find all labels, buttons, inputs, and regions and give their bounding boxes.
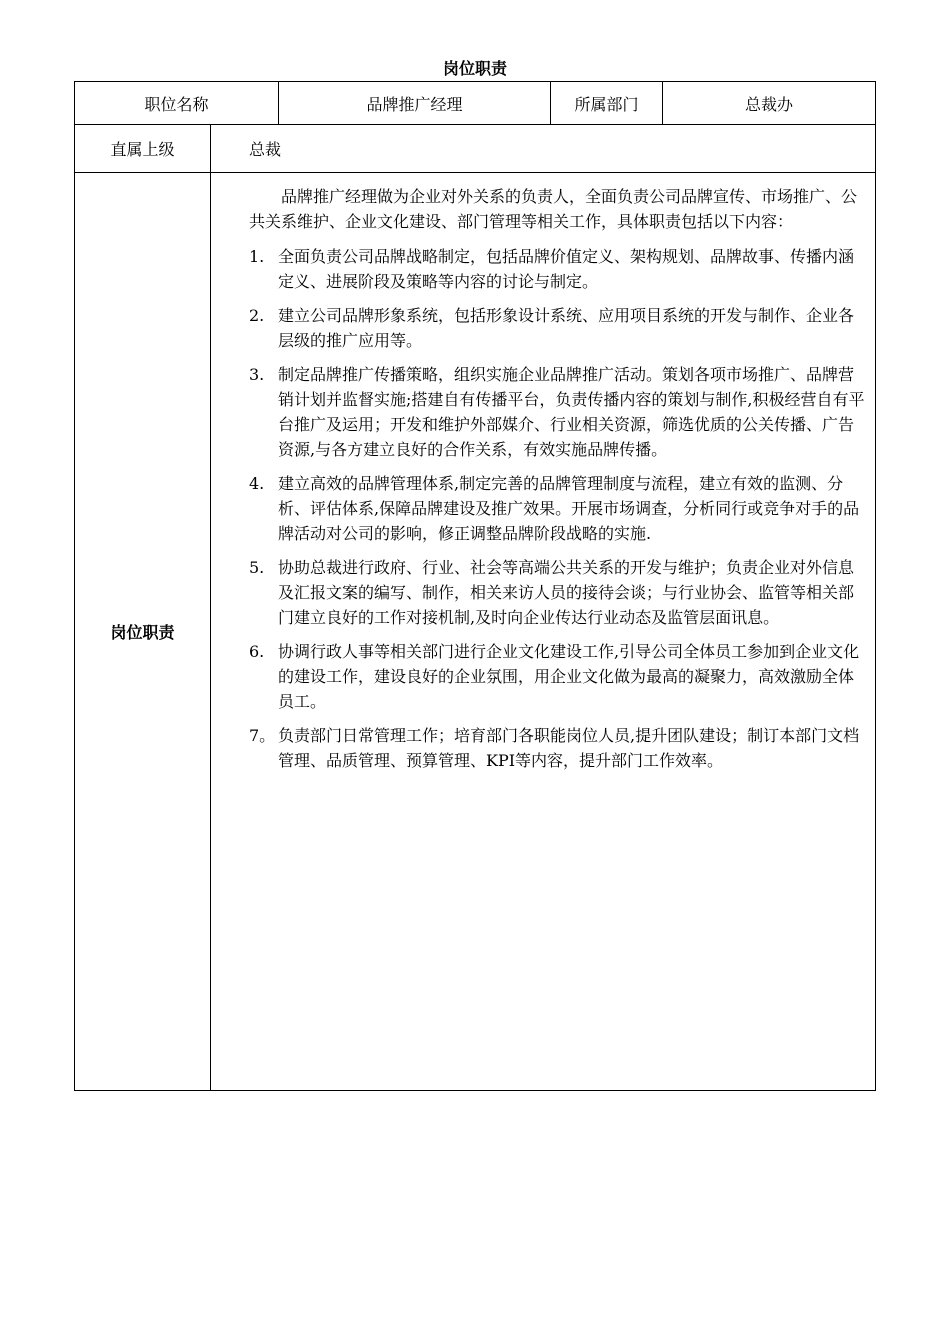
duty-text: 负责部门日常管理工作；培育部门各职能岗位人员,提升团队建设；制订本部门文档管理、品质管理、预算管理、KPI等内容，提升部门工作效率。	[278, 726, 860, 770]
duties-content	[211, 173, 875, 773]
duties-content-cell	[210, 172, 876, 1091]
duty-number: 7。	[249, 726, 276, 745]
duty-text: 协助总裁进行政府、行业、社会等高端公共关系的开发与维护；负责企业对外信息及汇报文案的编写、制作，相关来访人员的接待会谈；与行业协会、监管等相关部门建立良好的工作对接机制,及时向企业传达行业动态及监管层面讯息。	[278, 558, 855, 627]
superior-label: 直属上级	[74, 124, 211, 173]
duty-number: 5.	[249, 558, 265, 577]
duty-number: 6.	[249, 642, 265, 661]
duty-text: 协调行政人事等相关部门进行企业文化建设工作,引导公司全体员工参加到企业文化的建设工作，建设良好的企业氛围，用企业文化做为最高的凝聚力，高效激励全体员工。	[278, 642, 860, 711]
duty-item	[249, 303, 865, 353]
superior-value: 总裁	[249, 140, 282, 159]
duty-text: 建立高效的品牌管理体系,制定完善的品牌管理制度与流程，建立有效的监测、分析、评估体系,保障品牌建设及推广效果。开展市场调查，分析同行或竞争对手的品牌活动对公司的影响，修正调整品牌阶段战略的实施.	[278, 474, 860, 543]
duty-text: 建立公司品牌形象系统，包括形象设计系统、应用项目系统的开发与制作、企业各层级的推广应用等。	[278, 306, 855, 350]
superior-value-cell	[210, 124, 876, 173]
duty-number: 2.	[249, 306, 265, 325]
duty-item	[249, 639, 865, 714]
duty-item	[249, 362, 865, 462]
position-name-label: 职位名称	[74, 81, 279, 125]
duty-item	[249, 244, 865, 294]
duty-number: 1.	[249, 247, 265, 266]
department-label: 所属部门	[550, 81, 663, 125]
duty-number: 3.	[249, 365, 265, 384]
document-title: 岗位职责	[442, 59, 507, 78]
department-value: 总裁办	[662, 81, 876, 125]
duty-number: 4.	[249, 474, 265, 493]
duties-label: 岗位职责	[74, 172, 211, 1091]
duties-intro: 品牌推广经理做为企业对外关系的负责人，全面负责公司品牌宣传、市场推广、公共关系维护、企业文化建设、部门管理等相关工作，具体职责包括以下内容：	[249, 187, 858, 231]
duty-item	[249, 555, 865, 630]
duty-item	[249, 723, 865, 773]
duty-text: 全面负责公司品牌战略制定，包括品牌价值定义、架构规划、品牌故事、传播内涵定义、进展阶段及策略等内容的讨论与制定。	[278, 247, 855, 291]
position-name-value: 品牌推广经理	[278, 81, 551, 125]
duty-text: 制定品牌推广传播策略，组织实施企业品牌推广活动。策划各项市场推广、品牌营销计划并监督实施;搭建自有传播平台，负责传播内容的策划与制作,积极经营自有平台推广及运用；开发和维护外部媒介、行业相关资源，筛选优质的公关传播、广告资源,与各方建立良好的合作关系，有效实施品牌传播。	[278, 365, 865, 459]
duty-item	[249, 471, 865, 546]
